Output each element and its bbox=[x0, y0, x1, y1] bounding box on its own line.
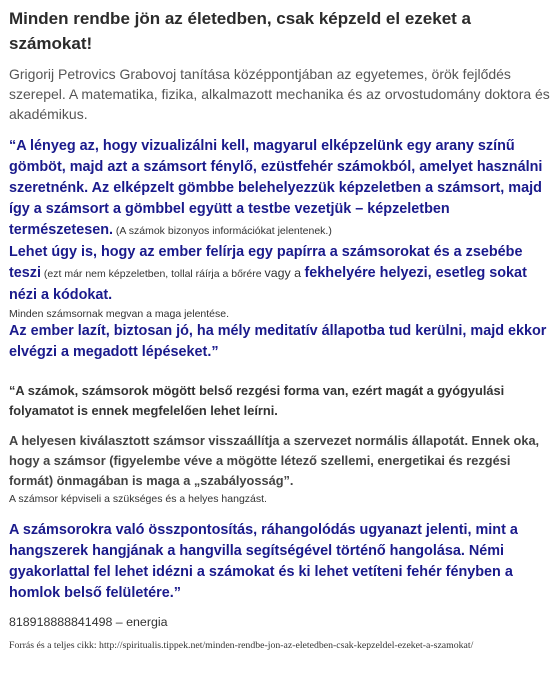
quote-note-a: (A számok bizonyos információkat jelentenek.) bbox=[113, 225, 332, 237]
quote-block-2: “A számok, számsorok mögött belső rezgési forma van, ezért magát a gyógyulási folyamatot is ennek megfelelően lehet leírni. bbox=[9, 383, 505, 418]
explanation-paragraph: A helyesen kiválasztott számsor visszaállítja a szervezet normális állapotát. Ennek oka, hogy a számsor (figyelembe véve a mögötte létező szellemi, energetikai és rezgési formát) önmagában is maga a „szabályosság”. bbox=[9, 433, 540, 488]
quote-paragraph-1 bbox=[9, 136, 552, 242]
explanation-note: A számsor képviseli a szükséges és a helyes hangzást. bbox=[9, 493, 267, 505]
quote-text-a: “A lényeg az, hogy vizualizálni kell, magyarul elképzelünk egy arany színű gömböt, majd azt a számsort fénylő, ezüstfehér számokból, amelyet használni szeretnénk. Az elképzelt gömbbe belehelyezzük képzeletben a számsort, majd így a számsort a gömbbel együtt a testbe vezetjük – képzeletben természetesen. bbox=[9, 138, 543, 238]
quote-paragraph-3: Az ember lazít, biztosan jó, ha mély meditatív állapotba tud kerülni, majd ekkor elvégzi a megadott lépéseket.” bbox=[9, 323, 547, 360]
quote-paragraph-2 bbox=[9, 242, 552, 306]
page-title: Minden rendbe jön az életedben, csak képzeld el ezeket a számokat! bbox=[9, 9, 471, 53]
quote-note-b2: vagy a bbox=[264, 266, 305, 280]
quote-text-c: fekhelyére helyezi, esetleg sokat nézi a kódokat. bbox=[9, 265, 527, 303]
quote-note-b: (ezt már nem képzeletben, tollal ráírja a bőrére bbox=[41, 268, 265, 280]
quote-paragraph-4: A számsorokra való összpontosítás, ráhangolódás ugyanazt jelenti, mint a hangszerek hangjának a hangvilla segítségével történő hangolása. Némi gyakorlattal fel lehet idézni a számokat és ki lehet vetíteni fehér fényben a homlok belső felületére.” bbox=[9, 522, 518, 601]
quote-note-c: Minden számsornak megvan a maga jelentése. bbox=[9, 308, 230, 320]
quote-text-b: Lehet úgy is, hogy az ember felírja egy papírra a számsorokat és a zsebébe teszi bbox=[9, 244, 523, 281]
intro-paragraph: Grigorij Petrovics Grabovoj tanítása középpontjában az egyetemes, örök fejlődés szerepel. A matematika, fizika, alkalmazott mechanika és az orvostudomány doktora és akadémikus. bbox=[9, 66, 550, 122]
energy-code: 818918888841498 – energia bbox=[9, 615, 168, 629]
source-link[interactable]: Forrás és a teljes cikk: http://spiritualis.tippek.net/minden-rendbe-jon-az-eletedben-csak-kepzeldel-ezeket-a-szamokat/ bbox=[9, 640, 474, 651]
